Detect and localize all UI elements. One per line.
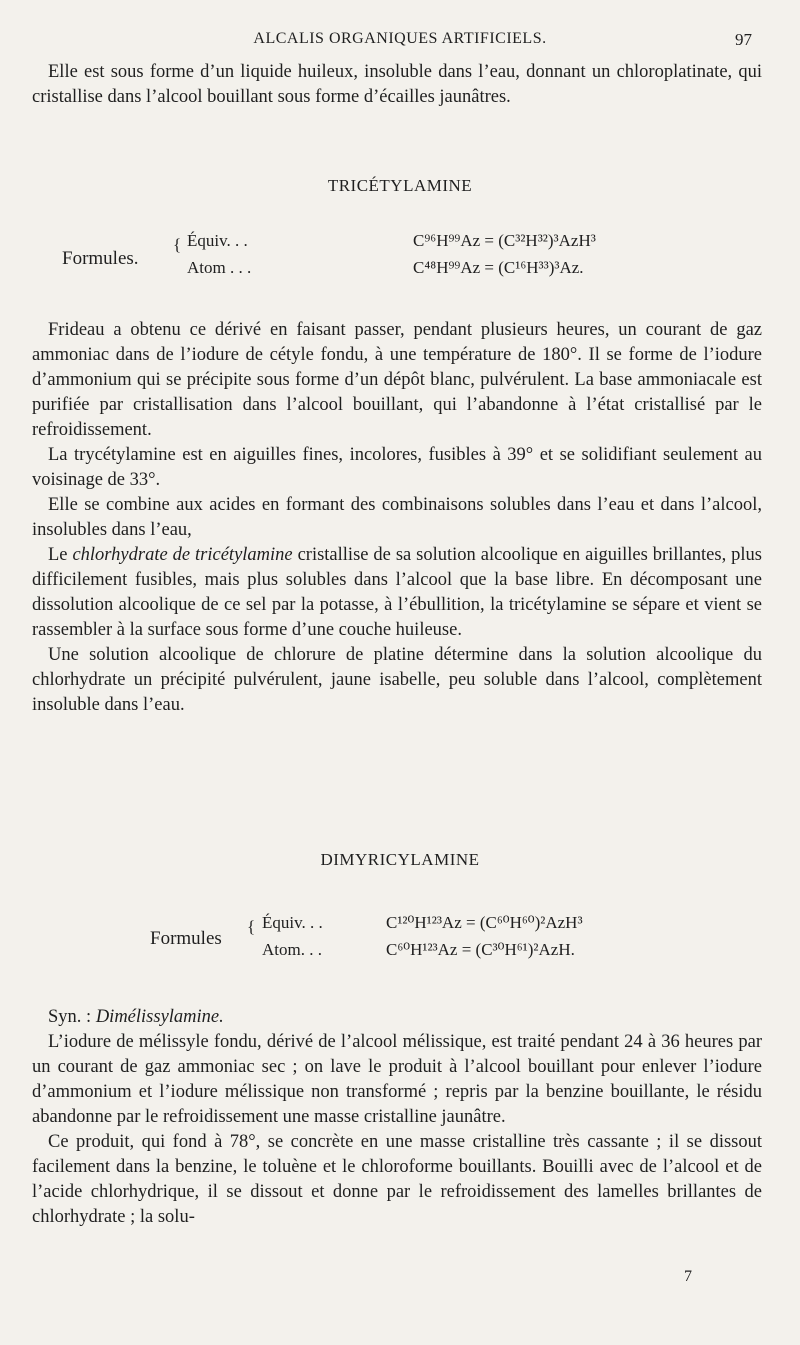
formula-value: C⁹⁶H⁹⁹Az = (C³²H³²)³AzH³ [413,231,596,250]
intro-paragraph-block [32,60,762,110]
formula-value: C⁶⁰H¹²³Az = (C³⁰H⁶¹)²AzH. [386,940,575,959]
text-run: cristallise de sa solution alcoolique en aiguilles brillantes, plus difficilement fusibles, mais plus solubles dans l’alcool que la base libre. En décomposant une dissolution alcoolique de ce sel par la potasse, à l’ébullition, la tricétylamine se sépare et vient se rassembler à la surface sous forme d’une couche huileuse. [32,545,762,640]
formula-label: Formules [150,928,222,949]
formula-value: C⁴⁸H⁹⁹Az = (C¹⁶H³³)³Az. [413,258,584,277]
signature-mark: 7 [684,1268,692,1285]
formula-value: C¹²⁰H¹²³Az = (C⁶⁰H⁶⁰)²AzH³ [386,913,583,932]
paragraph: Elle se combine aux acides en formant des combinaisons solubles dans l’eau et dans l’alcool, insolubles dans l’eau, [32,495,762,540]
formula-block-tricetylamine [62,228,702,288]
paragraph: L’iodure de mélissyle fondu, dérivé de l’alcool mélissique, est traité pendant 24 à 36 heures par un courant de gaz ammoniac sec ; on lave le produit à l’alcool bouillant pour enlever l’iodure d’ammonium et l’iodure mélissique non transformé ; repris par la benzine bouillante, le résidu abandonne par le refroidissement une masse cristalline jaunâtre. [32,1032,762,1127]
section2-body [32,1005,762,1230]
section-title-dimyricylamine: DIMYRICYLAMINE [320,850,480,869]
formula-key: Équiv. . . [187,231,248,250]
formula-key: Atom. . . [262,940,322,959]
page-header [0,30,800,56]
brace-icon: { [173,235,182,254]
formula-label: Formules. [62,248,139,269]
brace-icon: { [247,917,256,936]
paragraph: La trycétylamine est en aiguilles fines, incolores, fusibles à 39° et se solidifiant seulement au voisinage de 33°. [32,445,762,490]
text-run: Le [48,545,73,565]
section-title-tricetylamine: TRICÉTYLAMINE [327,176,473,195]
formula-block-dimyricylamine [150,910,750,970]
synonym-line [32,1005,762,1030]
paragraph: Frideau a obtenu ce dérivé en faisant passer, pendant plusieurs heures, un courant de gaz ammoniac dans de l’iodure de cétyle fondu, à une température de 180°. Il se forme de l’iodure d’ammonium qui se précipite sous forme d’un dépôt blanc, pulvérulent. La base ammoniacale est purifiée par cristallisation dans l’alcool bouillant, qui l’abandonne à l’état cristallisé par le refroidissement. [32,320,762,440]
formula-key: Atom . . . [187,258,252,277]
synonym-label: Syn. : [48,1007,96,1027]
paragraph [32,543,762,643]
synonym-value: Dimélissylamine. [95,1007,224,1027]
section1-body [32,318,762,718]
italic-term: chlorhydrate de tricétylamine [72,545,293,565]
paragraph: Une solution alcoolique de chlorure de platine détermine dans la solution alcoolique du chlorhydrate un précipité pulvérulent, jaune isabelle, peu soluble dans l’alcool, complètement insoluble dans l’eau. [32,645,762,715]
page-number: 97 [735,30,752,49]
formula-key: Équiv. . . [262,913,323,932]
running-title: ALCALIS ORGANIQUES ARTIFICIELS. [253,30,547,47]
intro-paragraph: Elle est sous forme d’un liquide huileux, insoluble dans l’eau, donnant un chloroplatinate, qui cristallise dans l’alcool bouillant sous forme d’écailles jaunâtres. [32,62,762,107]
paragraph: Ce produit, qui fond à 78°, se concrète en une masse cristalline très cassante ; il se dissout facilement dans la benzine, le toluène et le chloroforme bouillants. Bouilli avec de l’alcool et de l’acide chlorhydrique, il se dissout et donne par le refroidissement des lamelles brillantes de chlorhydrate ; la solu- [32,1132,762,1227]
